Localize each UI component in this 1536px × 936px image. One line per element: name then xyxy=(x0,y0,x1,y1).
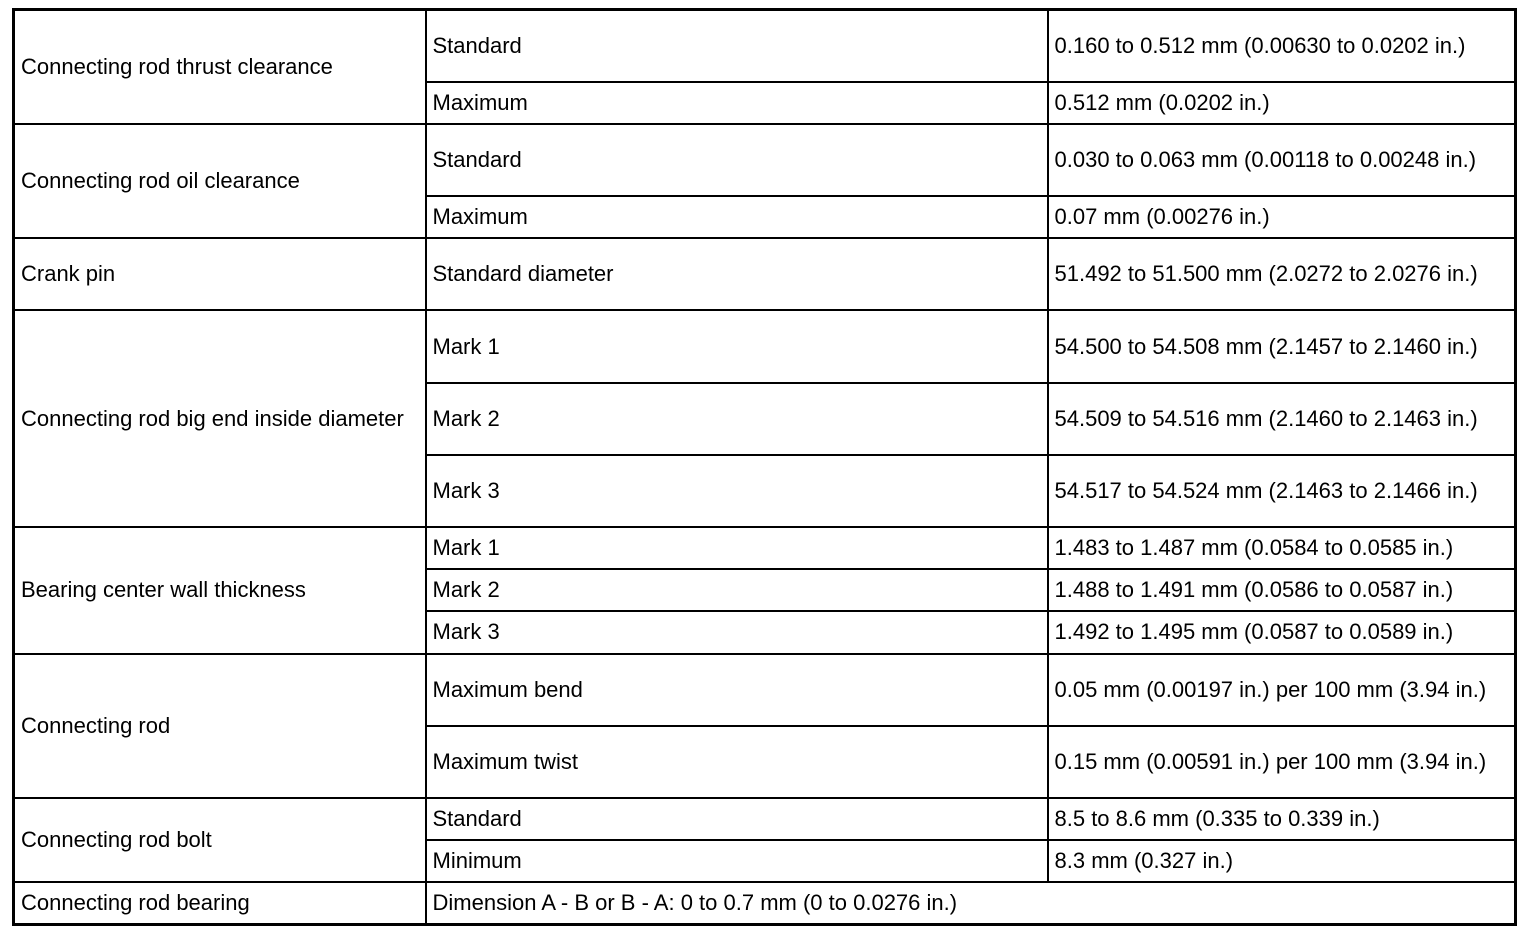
spec-value-cell: 8.3 mm (0.327 in.) xyxy=(1048,840,1516,882)
spec-label-cell: Mark 2 xyxy=(426,569,1048,611)
spec-note-cell: Dimension A - B or B - A: 0 to 0.7 mm (0 to 0.0276 in.) xyxy=(426,882,1516,924)
spec-label-cell: Standard xyxy=(426,798,1048,840)
spec-value-cell: 0.512 mm (0.0202 in.) xyxy=(1048,82,1516,124)
spec-label-cell: Mark 1 xyxy=(426,310,1048,382)
spec-label-cell: Standard xyxy=(426,124,1048,196)
item-cell: Connecting rod big end inside diameter xyxy=(14,310,426,527)
table-row xyxy=(14,124,1516,196)
spec-label-cell: Standard diameter xyxy=(426,238,1048,310)
spec-value-cell: 54.500 to 54.508 mm (2.1457 to 2.1460 in.) xyxy=(1048,310,1516,382)
item-cell: Connecting rod bearing xyxy=(14,882,426,924)
spec-value-cell: 1.483 to 1.487 mm (0.0584 to 0.0585 in.) xyxy=(1048,527,1516,569)
spec-value-cell: 8.5 to 8.6 mm (0.335 to 0.339 in.) xyxy=(1048,798,1516,840)
spec-value-cell: 0.15 mm (0.00591 in.) per 100 mm (3.94 in.) xyxy=(1048,726,1516,798)
item-cell: Connecting rod oil clearance xyxy=(14,124,426,238)
item-cell: Crank pin xyxy=(14,238,426,310)
item-cell: Connecting rod bolt xyxy=(14,798,426,882)
spec-label-cell: Standard xyxy=(426,10,1048,82)
item-cell: Connecting rod thrust clearance xyxy=(14,10,426,124)
item-cell: Bearing center wall thickness xyxy=(14,527,426,653)
spec-value-cell: 1.492 to 1.495 mm (0.0587 to 0.0589 in.) xyxy=(1048,611,1516,653)
table-row xyxy=(14,654,1516,726)
table-row xyxy=(14,10,1516,82)
spec-label-cell: Mark 1 xyxy=(426,527,1048,569)
spec-table-body xyxy=(14,10,1516,925)
table-row xyxy=(14,527,1516,569)
spec-value-cell: 54.509 to 54.516 mm (2.1460 to 2.1463 in.) xyxy=(1048,383,1516,455)
spec-value-cell: 54.517 to 54.524 mm (2.1463 to 2.1466 in.) xyxy=(1048,455,1516,527)
spec-table xyxy=(12,8,1517,926)
spec-value-cell: 1.488 to 1.491 mm (0.0586 to 0.0587 in.) xyxy=(1048,569,1516,611)
table-row xyxy=(14,238,1516,310)
spec-value-cell: 0.07 mm (0.00276 in.) xyxy=(1048,196,1516,238)
item-cell: Connecting rod xyxy=(14,654,426,798)
spec-label-cell: Mark 2 xyxy=(426,383,1048,455)
spec-label-cell: Mark 3 xyxy=(426,611,1048,653)
spec-label-cell: Maximum bend xyxy=(426,654,1048,726)
spec-label-cell: Maximum twist xyxy=(426,726,1048,798)
spec-value-cell: 0.160 to 0.512 mm (0.00630 to 0.0202 in.) xyxy=(1048,10,1516,82)
spec-label-cell: Minimum xyxy=(426,840,1048,882)
spec-value-cell: 0.030 to 0.063 mm (0.00118 to 0.00248 in.) xyxy=(1048,124,1516,196)
table-row xyxy=(14,310,1516,382)
spec-label-cell: Maximum xyxy=(426,82,1048,124)
spec-value-cell: 0.05 mm (0.00197 in.) per 100 mm (3.94 in.) xyxy=(1048,654,1516,726)
table-row xyxy=(14,882,1516,924)
spec-value-cell: 51.492 to 51.500 mm (2.0272 to 2.0276 in.) xyxy=(1048,238,1516,310)
table-row xyxy=(14,798,1516,840)
spec-label-cell: Mark 3 xyxy=(426,455,1048,527)
spec-label-cell: Maximum xyxy=(426,196,1048,238)
